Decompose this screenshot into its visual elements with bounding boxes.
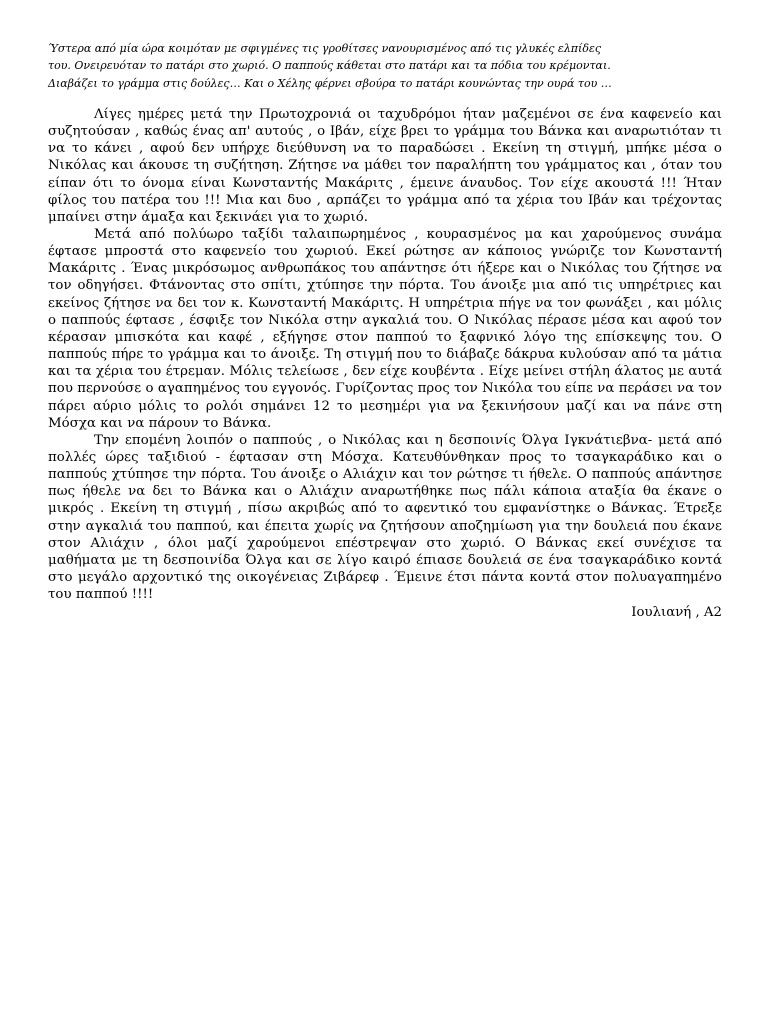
intro-line: Ύστερα από μία ώρα κοιμόταν με σφιγμένες τις γροθίτσες νανουρισμένος από τις γλυκές ελπίδες (48, 42, 602, 55)
intro-italic-text (48, 40, 722, 92)
story-body (48, 106, 722, 604)
paragraph-1: Λίγες ημέρες μετά την Πρωτοχρονιά οι ταχυδρόμοι ήταν μαζεμένοι σε ένα καφενείο και συζητούσαν , καθώς ένας απ' αυτούς , ο Ιβάν, είχε βρει το γράμμα του Βάνκα και αναρωτιόταν τι να το κάνει , αφού δεν υπήρχε διεύθυνση να το παραδώσει . Εκείνη τη στιγμή, μπήκε μέσα ο Νικόλας και άκουσε τη συζήτηση. Ζήτησε να μάθει τον παραλήπτη του γράμματος και , όταν του είπαν ότι το όνομα είναι Κωνσταντής Μακάριτς , έμεινε άναυδος. Τον είχε ακουστά !!! Ήταν φίλος του πατέρα του !!! Μια και δυο , αρπάζει το γράμμα από τα χέρια του Ιβάν και τρέχοντας μπαίνει στην άμαξα και ξεκινάει για το χωριό. (48, 106, 722, 225)
paragraph-3: Την επομένη λοιπόν ο παππούς , ο Νικόλας και η δεσποινίς Όλγα Ιγκνάτιεβνα- μετά από πολλές ώρες ταξιδιού - έφτασαν στη Μόσχα. Κατευθύνθηκαν προς το τσαγκαράδικο και ο παππούς χτύπησε την πόρτα. Του άνοιξε ο Αλιάχιν και τον ρώτησε τι ήθελε. Ο παππούς απάντησε πως ήθελε να δει το Βάνκα και ο Αλιάχιν αναρωτήθηκε πως πάλι κάποια αταξία θα έκανε ο μικρός . Εκείνη τη στιγμή , πίσω ακριβώς από το αφεντικό του εμφανίστηκε ο Βάνκας. Έτρεξε στην αγκαλιά του παππού, και έπειτα χωρίς να ζητήσουν αποζημίωση για την δουλειά που έκανε στον Αλιάχιν , όλοι μαζί χαρούμενοι επέστρεψαν στο χωριό. Ο Βάνκας εκεί συνέχισε τα μαθήματα με τη δεσποινίδα Όλγα και σε λίγο καιρό έπιασε δουλειά σε ένα τσαγκαράδικο κοντά στο μεγάλο αρχοντικό της οικογένειας Ζιβάρεφ . Έμεινε έτσι πάντα κοντά στον πολυαγαπημένο του παππού !!!! (48, 432, 722, 603)
author-signature: Ιουλιανή , Α2 (631, 605, 722, 621)
document-page (48, 40, 722, 622)
paragraph-2: Μετά από πολύωρο ταξίδι ταλαιπωρημένος , κουρασμένος μα και χαρούμενος συνάμα έφτασε μπροστά στο καφενείο του χωριού. Εκεί ρώτησε αν κάποιος γνώριζε τον Κωνσταντή Μακάριτς . Ένας μικρόσωμος ανθρωπάκος του απάντησε ότι ήξερε και ο Νικόλας του ζήτησε να τον οδηγήσει. Φτάνοντας στο σπίτι, χτύπησε την πόρτα. Του άνοιξε μια από τις υπηρέτριες και εκείνος ζήτησε να δει τον κ. Κωνσταντή Μακάριτς. Η υπηρέτρια πήγε να τον φωνάξει , και μόλις ο παππούς έφτασε , έσφιξε τον Νικόλα στην αγκαλιά του. Ο Νικόλας πέρασε μέσα και αφού τον κέρασαν μπισκότα και καφέ , εξήγησε στον παππού το ξαφνικό λόγο της επίσκεψης του. Ο παππούς πήρε το γράμμα και το άνοιξε. Τη στιγμή που το διάβαζε δάκρυα κυλούσαν από τα μάτια και τα χέρια του έτρεμαν. Μόλις τελείωσε , δεν είχε κουβέντα . Είχε μείνει στήλη άλατος με αυτά που περνούσε ο αγαπημένος του εγγονός. Γυρίζοντας προς τον Νικόλα του είπε να περάσει να τον πάρει αύριο μόλις το ρολόι σημάνει 12 το μεσημέρι για να ξεκινήσουν μαζί και να πάνε στη Μόσχα και να πάρουν το Βάνκα. (48, 226, 722, 431)
intro-line: Διαβάζει το γράμμα στις δούλες… Και ο Χέλης φέρνει σβούρα το πατάρι κουνώντας την ουρά του … (48, 76, 612, 90)
intro-line: του. Ονειρευόταν το πατάρι στο χωριό. Ο παππούς κάθεται στο πατάρι και τα πόδια του κρέμονται. (48, 59, 611, 73)
